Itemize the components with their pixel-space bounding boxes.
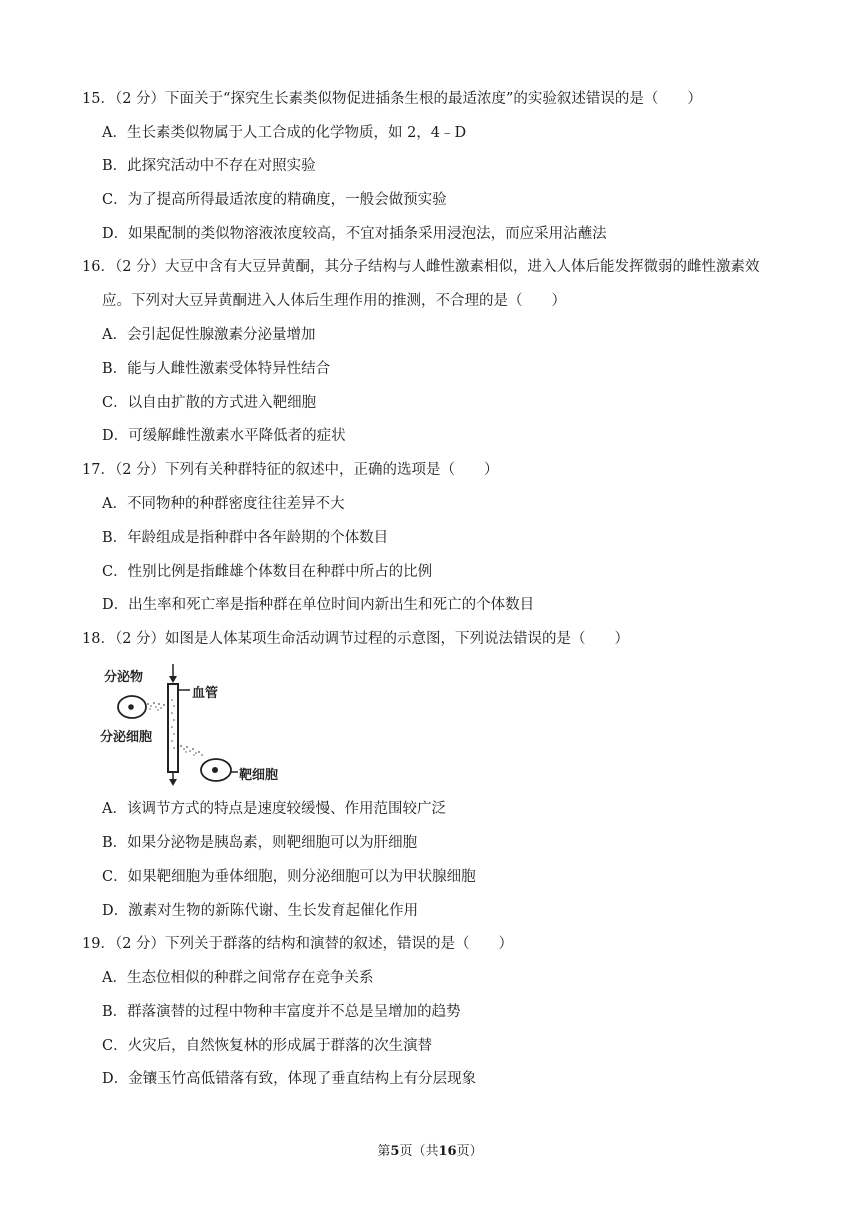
- question-17-option-c: C．性别比例是指雌雄个体数目在种群中所占的比例: [102, 564, 433, 580]
- footer-suffix: 页）: [456, 1144, 483, 1159]
- question-15-option-a: A．生长素类似物属于人工合成的化学物质，如 2，4﹣D: [102, 125, 467, 141]
- question-15-option-c: C．为了提高所得最适浓度的精确度，一般会做预实验: [102, 192, 447, 208]
- question-18-option-c: C．如果靶细胞为垂体细胞，则分泌细胞可以为甲状腺细胞: [102, 869, 476, 885]
- footer-total-pages: 16: [438, 1144, 457, 1159]
- question-17-option-b: B．年龄组成是指种群中各年龄期的个体数目: [102, 530, 389, 546]
- footer-page-number: 5: [390, 1144, 400, 1159]
- question-17-stem: 17．（2 分）下列有关种群特征的叙述中，正确的选项是（ ）: [82, 462, 499, 478]
- page-footer: [0, 1140, 860, 1159]
- question-16-option-d: D．可缓解雌性激素水平降低者的症状: [102, 428, 346, 444]
- question-16-stem-continued: 应。下列对大豆异黄酮进入人体后生理作用的推测，不合理的是（ ）: [102, 293, 566, 309]
- question-16-option-c: C．以自由扩散的方式进入靶细胞: [102, 395, 317, 411]
- inflow-arrow-head: [169, 676, 177, 683]
- hormone-regulation-figure: [98, 660, 298, 788]
- question-18-option-a: A．该调节方式的特点是速度较缓慢、作用范围较广泛: [102, 801, 446, 817]
- question-18-option-d: D．激素对生物的新陈代谢、生长发育起催化作用: [102, 903, 419, 919]
- question-16-stem: 16．（2 分）大豆中含有大豆异黄酮，其分子结构与人雌性激素相似，进入人体后能发挥微弱的雌性激素效: [82, 259, 760, 275]
- label-secretion: 分泌物: [104, 670, 144, 685]
- question-17-option-a: A．不同物种的种群密度往往差异不大: [102, 496, 345, 512]
- question-15-option-b: B．此探究活动中不存在对照实验: [102, 158, 316, 174]
- blood-vessel-tube: [168, 684, 178, 772]
- target-cell-nucleus: [212, 767, 218, 773]
- label-target-cell: 靶细胞: [239, 768, 279, 783]
- question-16-option-b: B．能与人雌性激素受体特异性结合: [102, 361, 331, 377]
- question-19-option-c: C．火灾后，自然恢复林的形成属于群落的次生演替: [102, 1038, 433, 1054]
- question-19-option-d: D．金镶玉竹高低错落有致，体现了垂直结构上有分层现象: [102, 1071, 477, 1087]
- question-15-stem: 15．（2 分）下面关于“探究生长素类似物促进插条生根的最适浓度”的实验叙述错误的是（ ）: [82, 91, 702, 107]
- label-blood-vessel: 血管: [192, 686, 219, 701]
- question-18-stem: 18．（2 分）如图是人体某项生命活动调节过程的示意图，下列说法错误的是（ ）: [82, 631, 630, 647]
- label-secretory-cell: 分泌细胞: [100, 730, 153, 745]
- question-19-option-b: B．群落演替的过程中物种丰富度并不总是呈增加的趋势: [102, 1004, 461, 1020]
- question-19-option-a: A．生态位相似的种群之间常存在竞争关系: [102, 970, 374, 986]
- footer-prefix: 第: [377, 1144, 391, 1159]
- outflow-arrow-head: [169, 779, 177, 786]
- question-17-option-d: D．出生率和死亡率是指种群在单位时间内新出生和死亡的个体数目: [102, 597, 535, 613]
- question-19-stem: 19．（2 分）下列关于群落的结构和演替的叙述，错误的是（ ）: [82, 936, 514, 952]
- question-16-option-a: A．会引起促性腺激素分泌量增加: [102, 327, 316, 343]
- footer-mid: 页（共: [399, 1144, 439, 1159]
- secretory-cell-nucleus: [128, 704, 134, 710]
- question-15-option-d: D．如果配制的类似物溶液浓度较高，不宜对插条采用浸泡法，而应采用沾蘸法: [102, 226, 607, 242]
- question-18-option-b: B．如果分泌物是胰岛素，则靶细胞可以为肝细胞: [102, 835, 418, 851]
